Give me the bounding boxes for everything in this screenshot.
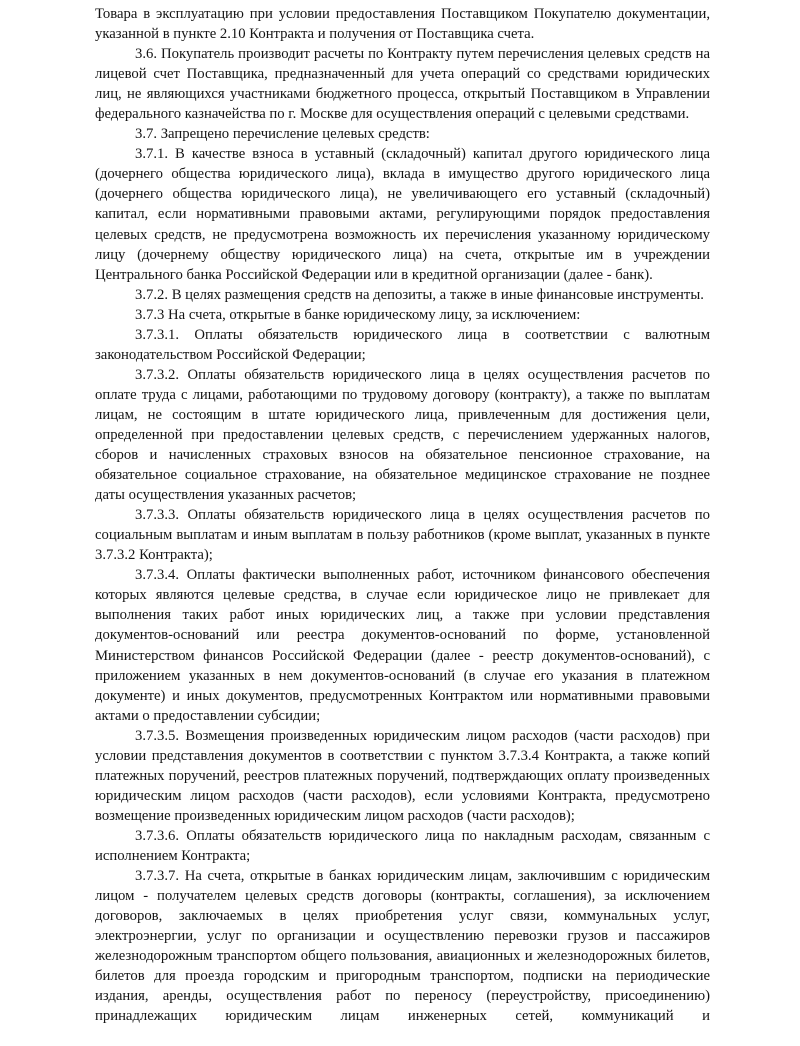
paragraph-clause-3-7-3-7: 3.7.3.7. На счета, открытые в банках юридическим лицам, заключившим с юридическим лицом - получателем целевых средств договоры (контракты, соглашения), за исключением договоров, заключаемых в целях приобретения услуг связи, коммунальных услуг, электроэнергии, услуг по организации и осуществлению перевозки грузов и пассажиров железнодорожным транспортом общего пользования, авиационных и железнодорожных билетов, билетов для проезда городским и пригородным транспортом, подписки на периодические издания, аренды, осуществления работ по переносу (переустройству, присоединению) принадлежащих юридическим лицам инженерных сетей, коммуникаций и: [95, 868, 710, 1025]
paragraph-continued-3-5: Товара в эксплуатацию при условии предоставления Поставщиком Покупателю документации, указанной в пункте 2.10 Контракта и получения от Поставщика счета.: [95, 6, 710, 43]
paragraph-clause-3-6: 3.6. Покупатель производит расчеты по Контракту путем перечисления целевых средств на лицевой счет Поставщика, предназначенный для учета операций со средствами юридических лиц, не являющихся участниками бюджетного процесса, открытый Поставщиком в Управлении федерального казначейства по г. Москве для осуществления операций с целевыми средствами.: [95, 46, 710, 123]
paragraph-clause-3-7-3-2: 3.7.3.2. Оплаты обязательств юридического лица в целях осуществления расчетов по оплате труда с лицами, работающими по трудовому договору (контракту), а также по выплатам лицам, не состоящим в штате юридического лица, привлеченным для достижения цели, определенной при предоставлении целевых средств, с перечислением удержанных налогов, сборов и начисленных страховых взносов на обязательное пенсионное страхование, на обязательное социальное страхование, на обязательное медицинское страхование не позднее даты осуществления указанных расчетов;: [95, 366, 710, 504]
document-text-column: [95, 4, 710, 1046]
paragraph-clause-3-7-3-3: 3.7.3.3. Оплаты обязательств юридического лица в целях осуществления расчетов по социальным выплатам и иным выплатам в пользу работников (кроме выплат, указанных в пункте 3.7.3.2 Контракта);: [95, 507, 710, 564]
paragraph-clause-3-7: 3.7. Запрещено перечисление целевых средств:: [135, 126, 430, 143]
paragraph-clause-3-7-2: 3.7.2. В целях размещения средств на депозиты, а также в иные финансовые инструменты.: [135, 286, 704, 303]
paragraph-clause-3-7-3-1: 3.7.3.1. Оплаты обязательств юридического лица в соответствии с валютным законодательством Российской Федерации;: [95, 326, 710, 363]
paragraph-clause-3-7-3: 3.7.3 На счета, открытые в банке юридическому лицу, за исключением:: [135, 306, 581, 323]
paragraph-clause-3-7-1: 3.7.1. В качестве взноса в уставный (складочный) капитал другого юридического лица (дочернего общества юридического лица), вклада в имущество другого юридического лица (дочернего общества юридического лица), не увеличивающего его уставный (складочный) капитал, если нормативными правовыми актами, регулирующими порядок предоставления целевых средств, не предусмотрена возможность их перечисления указанному юридическому лицу (дочернему обществу юридического лица) на счета, открытые им в учреждении Центрального банка Российской Федерации или в кредитной организации (далее - банк).: [95, 146, 710, 283]
paragraph-clause-3-7-3-4: 3.7.3.4. Оплаты фактически выполненных работ, источником финансового обеспечения которых являются целевые средства, в случае если юридическое лицо не привлекает для выполнения таких работ иных юридических лиц, а также при условии представления документов-оснований или реестра документов-оснований по форме, установленной Министерством финансов Российской Федерации (далее - реестр документов-оснований), с приложением указанных в нем документов-оснований (в случае его указания в платежном документе) и иных документов, предусмотренных Контрактом или нормативными правовыми актами о предоставлении субсидии;: [95, 567, 710, 724]
paragraph-clause-3-7-3-5: 3.7.3.5. Возмещения произведенных юридическим лицом расходов (части расходов) при условии представления документов в соответствии с пунктом 3.7.3.4 Контракта, а также копий платежных поручений, реестров платежных поручений, подтверждающих оплату произведенных юридическим лицом расходов (части расходов), если условиями Контракта, предусмотрено возмещение произведенных юридическим лицом расходов (части расходов);: [95, 727, 710, 824]
paragraph-clause-3-7-3-6: 3.7.3.6. Оплаты обязательств юридического лица по накладным расходам, связанным с исполнением Контракта;: [95, 827, 710, 864]
